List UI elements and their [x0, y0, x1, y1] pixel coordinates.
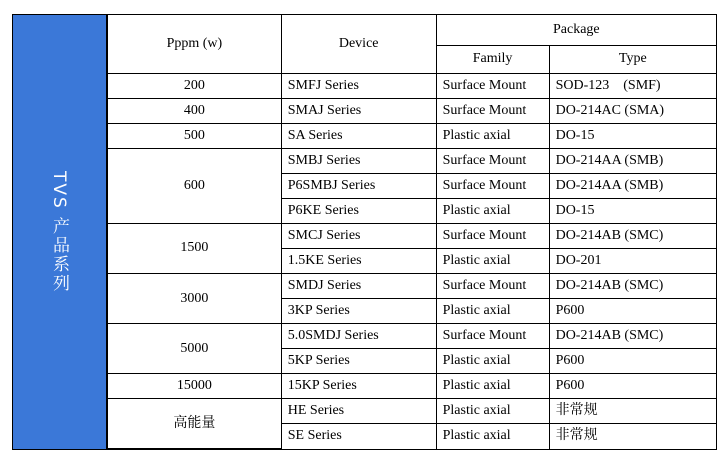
- pppm-cell: 高能量: [108, 399, 282, 449]
- device-cell: 5KP Series: [281, 349, 436, 374]
- type-cell: DO-15: [549, 198, 716, 223]
- header-package: Package: [436, 15, 716, 45]
- family-cell: Plastic axial: [436, 123, 549, 148]
- type-cell: DO-214AB (SMC): [549, 223, 716, 248]
- device-cell: SMCJ Series: [281, 223, 436, 248]
- type-cell: 非常规: [549, 424, 716, 449]
- device-cell: P6KE Series: [281, 198, 436, 223]
- side-label: TVS 产品系列: [49, 170, 69, 294]
- table-row: [108, 73, 717, 98]
- pppm-cell: 600: [108, 148, 282, 223]
- device-cell: SA Series: [281, 123, 436, 148]
- table-row: [108, 148, 717, 173]
- device-cell: 3KP Series: [281, 299, 436, 324]
- type-cell: DO-214AB (SMC): [549, 324, 716, 349]
- pppm-cell: 500: [108, 123, 282, 148]
- pppm-cell: 15000: [108, 374, 282, 399]
- family-cell: Plastic axial: [436, 198, 549, 223]
- type-cell: DO-15: [549, 123, 716, 148]
- family-cell: Plastic axial: [436, 299, 549, 324]
- pppm-cell: 400: [108, 98, 282, 123]
- table-body: [108, 73, 717, 449]
- table-row: [108, 223, 717, 248]
- type-cell: DO-214AA (SMB): [549, 173, 716, 198]
- family-cell: Surface Mount: [436, 223, 549, 248]
- family-cell: Plastic axial: [436, 399, 549, 424]
- family-cell: Plastic axial: [436, 424, 549, 449]
- family-cell: Plastic axial: [436, 248, 549, 273]
- header-pppm: Pppm (w): [108, 15, 282, 73]
- header-family: Family: [436, 45, 549, 73]
- type-cell: DO-214AA (SMB): [549, 148, 716, 173]
- family-cell: Surface Mount: [436, 73, 549, 98]
- type-cell: P600: [549, 299, 716, 324]
- tvs-product-table-frame: [12, 14, 717, 450]
- family-cell: Surface Mount: [436, 173, 549, 198]
- device-cell: SMAJ Series: [281, 98, 436, 123]
- table-row: [108, 123, 717, 148]
- pppm-cell: 5000: [108, 324, 282, 374]
- type-cell: 非常规: [549, 399, 716, 424]
- type-cell: P600: [549, 374, 716, 399]
- family-cell: Surface Mount: [436, 274, 549, 299]
- device-cell: HE Series: [281, 399, 436, 424]
- type-cell: SOD-123 (SMF): [549, 73, 716, 98]
- family-cell: Plastic axial: [436, 349, 549, 374]
- type-cell: P600: [549, 349, 716, 374]
- table-row: [108, 399, 717, 424]
- device-cell: SE Series: [281, 424, 436, 449]
- type-cell: DO-201: [549, 248, 716, 273]
- device-cell: 1.5KE Series: [281, 248, 436, 273]
- device-cell: 5.0SMDJ Series: [281, 324, 436, 349]
- family-cell: Surface Mount: [436, 324, 549, 349]
- device-cell: P6SMBJ Series: [281, 173, 436, 198]
- device-cell: SMFJ Series: [281, 73, 436, 98]
- family-cell: Surface Mount: [436, 98, 549, 123]
- table-row: [108, 324, 717, 349]
- table-row: [108, 374, 717, 399]
- type-cell: DO-214AC (SMA): [549, 98, 716, 123]
- pppm-cell: 200: [108, 73, 282, 98]
- product-table: [107, 15, 716, 449]
- device-cell: SMBJ Series: [281, 148, 436, 173]
- side-label-bar: [13, 15, 107, 449]
- device-cell: 15KP Series: [281, 374, 436, 399]
- family-cell: Surface Mount: [436, 148, 549, 173]
- family-cell: Plastic axial: [436, 374, 549, 399]
- table-row: [108, 274, 717, 299]
- header-device: Device: [281, 15, 436, 73]
- table-row: [108, 98, 717, 123]
- pppm-cell: 3000: [108, 274, 282, 324]
- header-type: Type: [549, 45, 716, 73]
- type-cell: DO-214AB (SMC): [549, 274, 716, 299]
- device-cell: SMDJ Series: [281, 274, 436, 299]
- pppm-cell: 1500: [108, 223, 282, 273]
